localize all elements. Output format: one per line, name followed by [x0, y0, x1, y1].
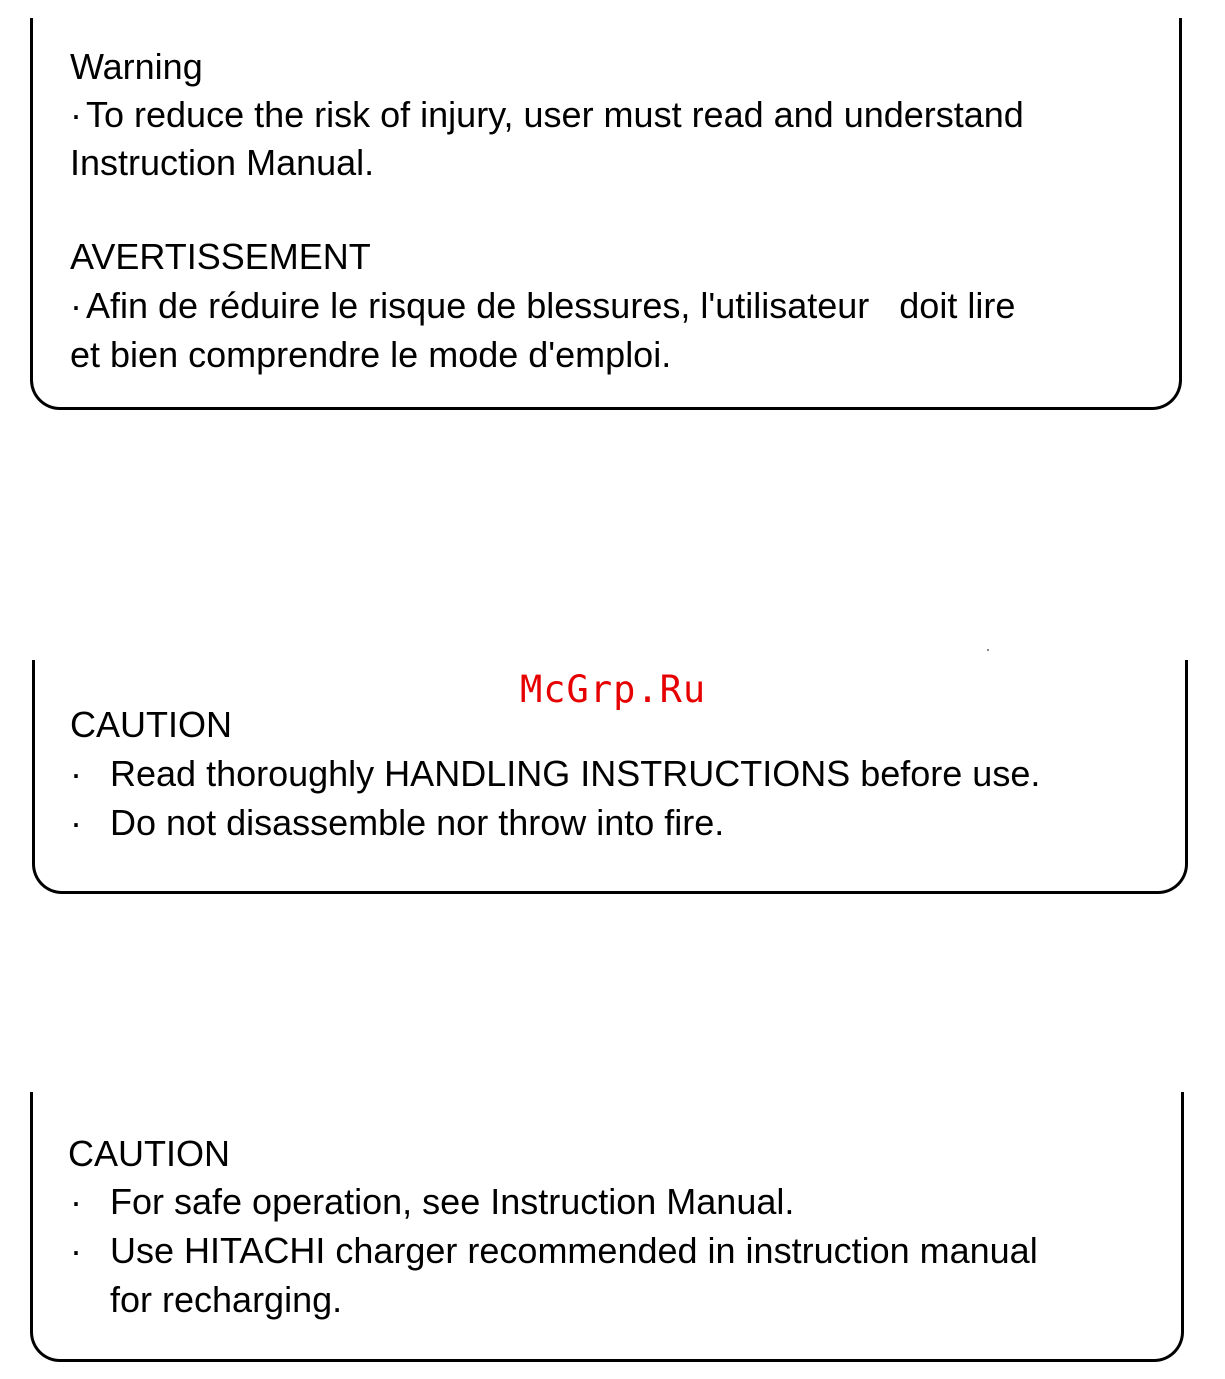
- caution-2-item-text: Use HITACHI charger recommended in instruction manual: [110, 1230, 1038, 1271]
- caution-1-item-text: Do not disassemble nor throw into fire.: [110, 802, 725, 843]
- bullet-icon: ·: [70, 1230, 82, 1271]
- warning-text: To reduce the risk of injury, user must read and understand: [86, 94, 1024, 135]
- caution-2-item-text: For safe operation, see Instruction Manual.: [110, 1181, 795, 1222]
- warning-heading: Warning: [70, 46, 203, 87]
- bullet-icon: ·: [70, 94, 82, 135]
- bullet-icon: ·: [70, 802, 82, 843]
- avertissement-text: Afin de réduire le risque de blessures, l'utilisateur doit lire: [86, 285, 1016, 326]
- speck-mark: [987, 649, 989, 651]
- watermark-text: McGrp.Ru: [520, 668, 707, 711]
- caution-heading-1: CAUTION: [70, 704, 232, 745]
- warning-text-line-2: Instruction Manual.: [70, 142, 375, 183]
- bullet-icon: ·: [70, 753, 82, 794]
- avertissement-text-line-2: et bien comprendre le mode d'emploi.: [70, 334, 672, 375]
- caution-2-item-continuation: for recharging.: [110, 1279, 343, 1320]
- avertissement-text-line-1: [70, 281, 1015, 330]
- avertissement-heading: AVERTISSEMENT: [70, 236, 371, 277]
- bullet-icon: ·: [70, 285, 82, 326]
- bullet-icon: ·: [70, 1181, 82, 1222]
- caution-heading-2: CAUTION: [68, 1133, 230, 1174]
- caution-1-item-text: Read thoroughly HANDLING INSTRUCTIONS before use.: [110, 753, 1041, 794]
- warning-text-line-1: [70, 90, 1024, 139]
